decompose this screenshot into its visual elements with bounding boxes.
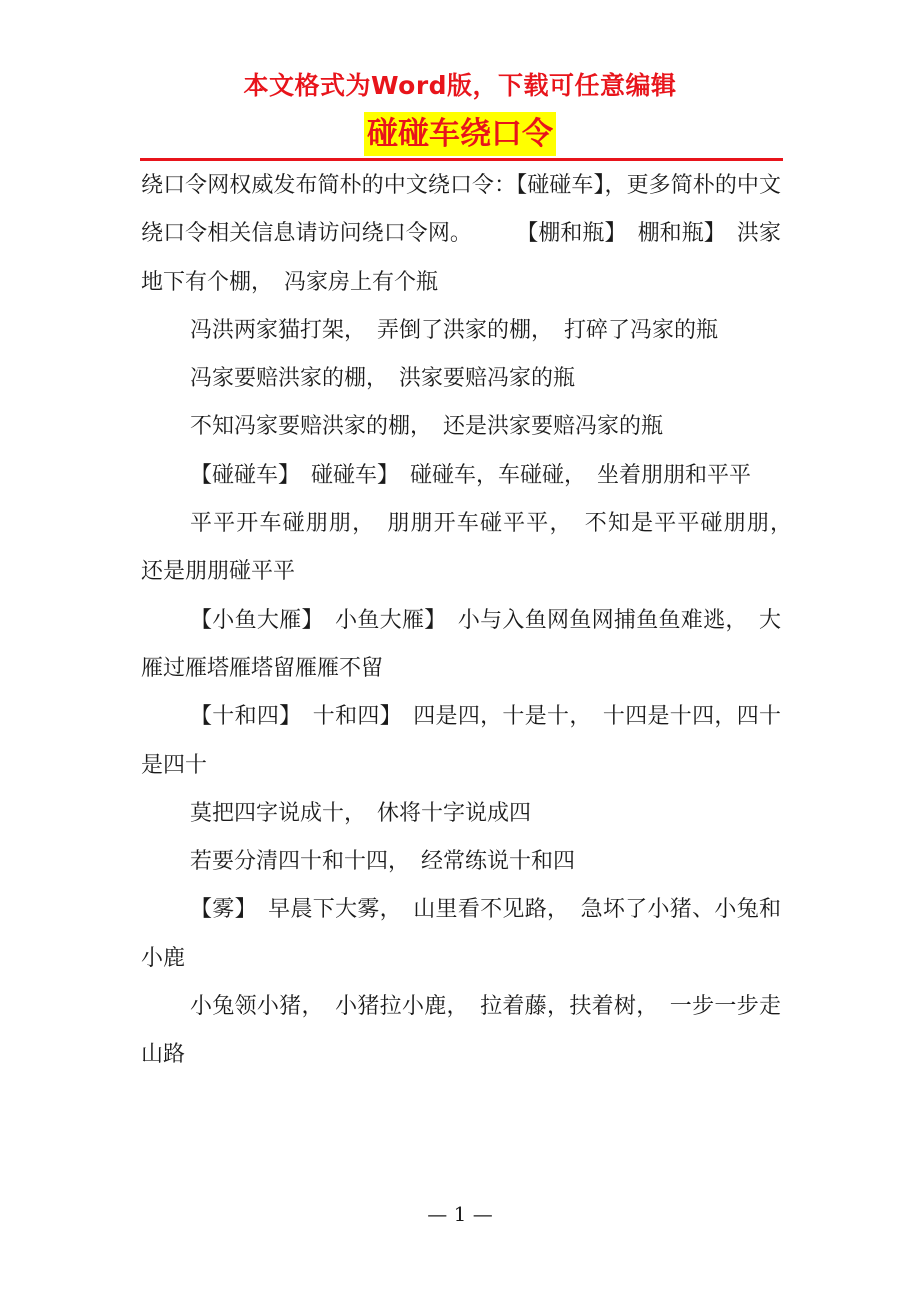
document-title: 碰碰车绕口令: [364, 112, 556, 156]
paragraph: 冯洪两家猫打架， 弄倒了洪家的棚， 打碎了冯家的瓶: [190, 317, 719, 343]
page-number: — 1 —: [427, 1202, 493, 1226]
paragraph: 【雾】 早晨下大雾， 山里看不见路， 急坏了小猪、小兔和小鹿: [141, 897, 781, 971]
title-divider: [140, 158, 783, 161]
paragraph: 平平开车碰朋朋， 朋朋开车碰平平， 不知是平平碰朋朋， 还是朋朋碰平平: [141, 511, 804, 585]
paragraph: 不知冯家要赔洪家的棚， 还是洪家要赔冯家的瓶: [190, 414, 664, 440]
paragraph: 莫把四字说成十， 休将十字说成四: [190, 800, 532, 826]
paragraph: 【十和四】 十和四】 四是四，十是十， 十四是十四，四十是四十: [141, 704, 781, 778]
paragraph: 小兔领小猪， 小猪拉小鹿， 拉着藤，扶着树， 一步一步走山路: [141, 994, 781, 1068]
word-format-notice: 本文格式为Word版，下载可任意编辑: [243, 71, 677, 100]
document-body: [141, 162, 804, 1080]
paragraph: 冯家要赔洪家的棚， 洪家要赔冯家的瓶: [190, 366, 576, 392]
paragraph: 【碰碰车】 碰碰车】 碰碰车，车碰碰， 坐着朋朋和平平: [190, 462, 752, 488]
paragraph: 【小鱼大雁】 小鱼大雁】 小与入鱼网鱼网捕鱼鱼难逃， 大雁过雁塔雁塔留雁雁不留: [141, 607, 781, 681]
paragraph: 若要分清四十和十四， 经常练说十和四: [190, 849, 576, 875]
intro-paragraph: 绕口令网权威发布简朴的中文绕口令：【碰碰车】，更多简朴的中文绕口令相关信息请访问绕口令网。 【棚和瓶】 棚和瓶】 洪家地下有个棚， 冯家房上有个瓶: [141, 173, 781, 295]
title-wrap: [0, 112, 920, 156]
